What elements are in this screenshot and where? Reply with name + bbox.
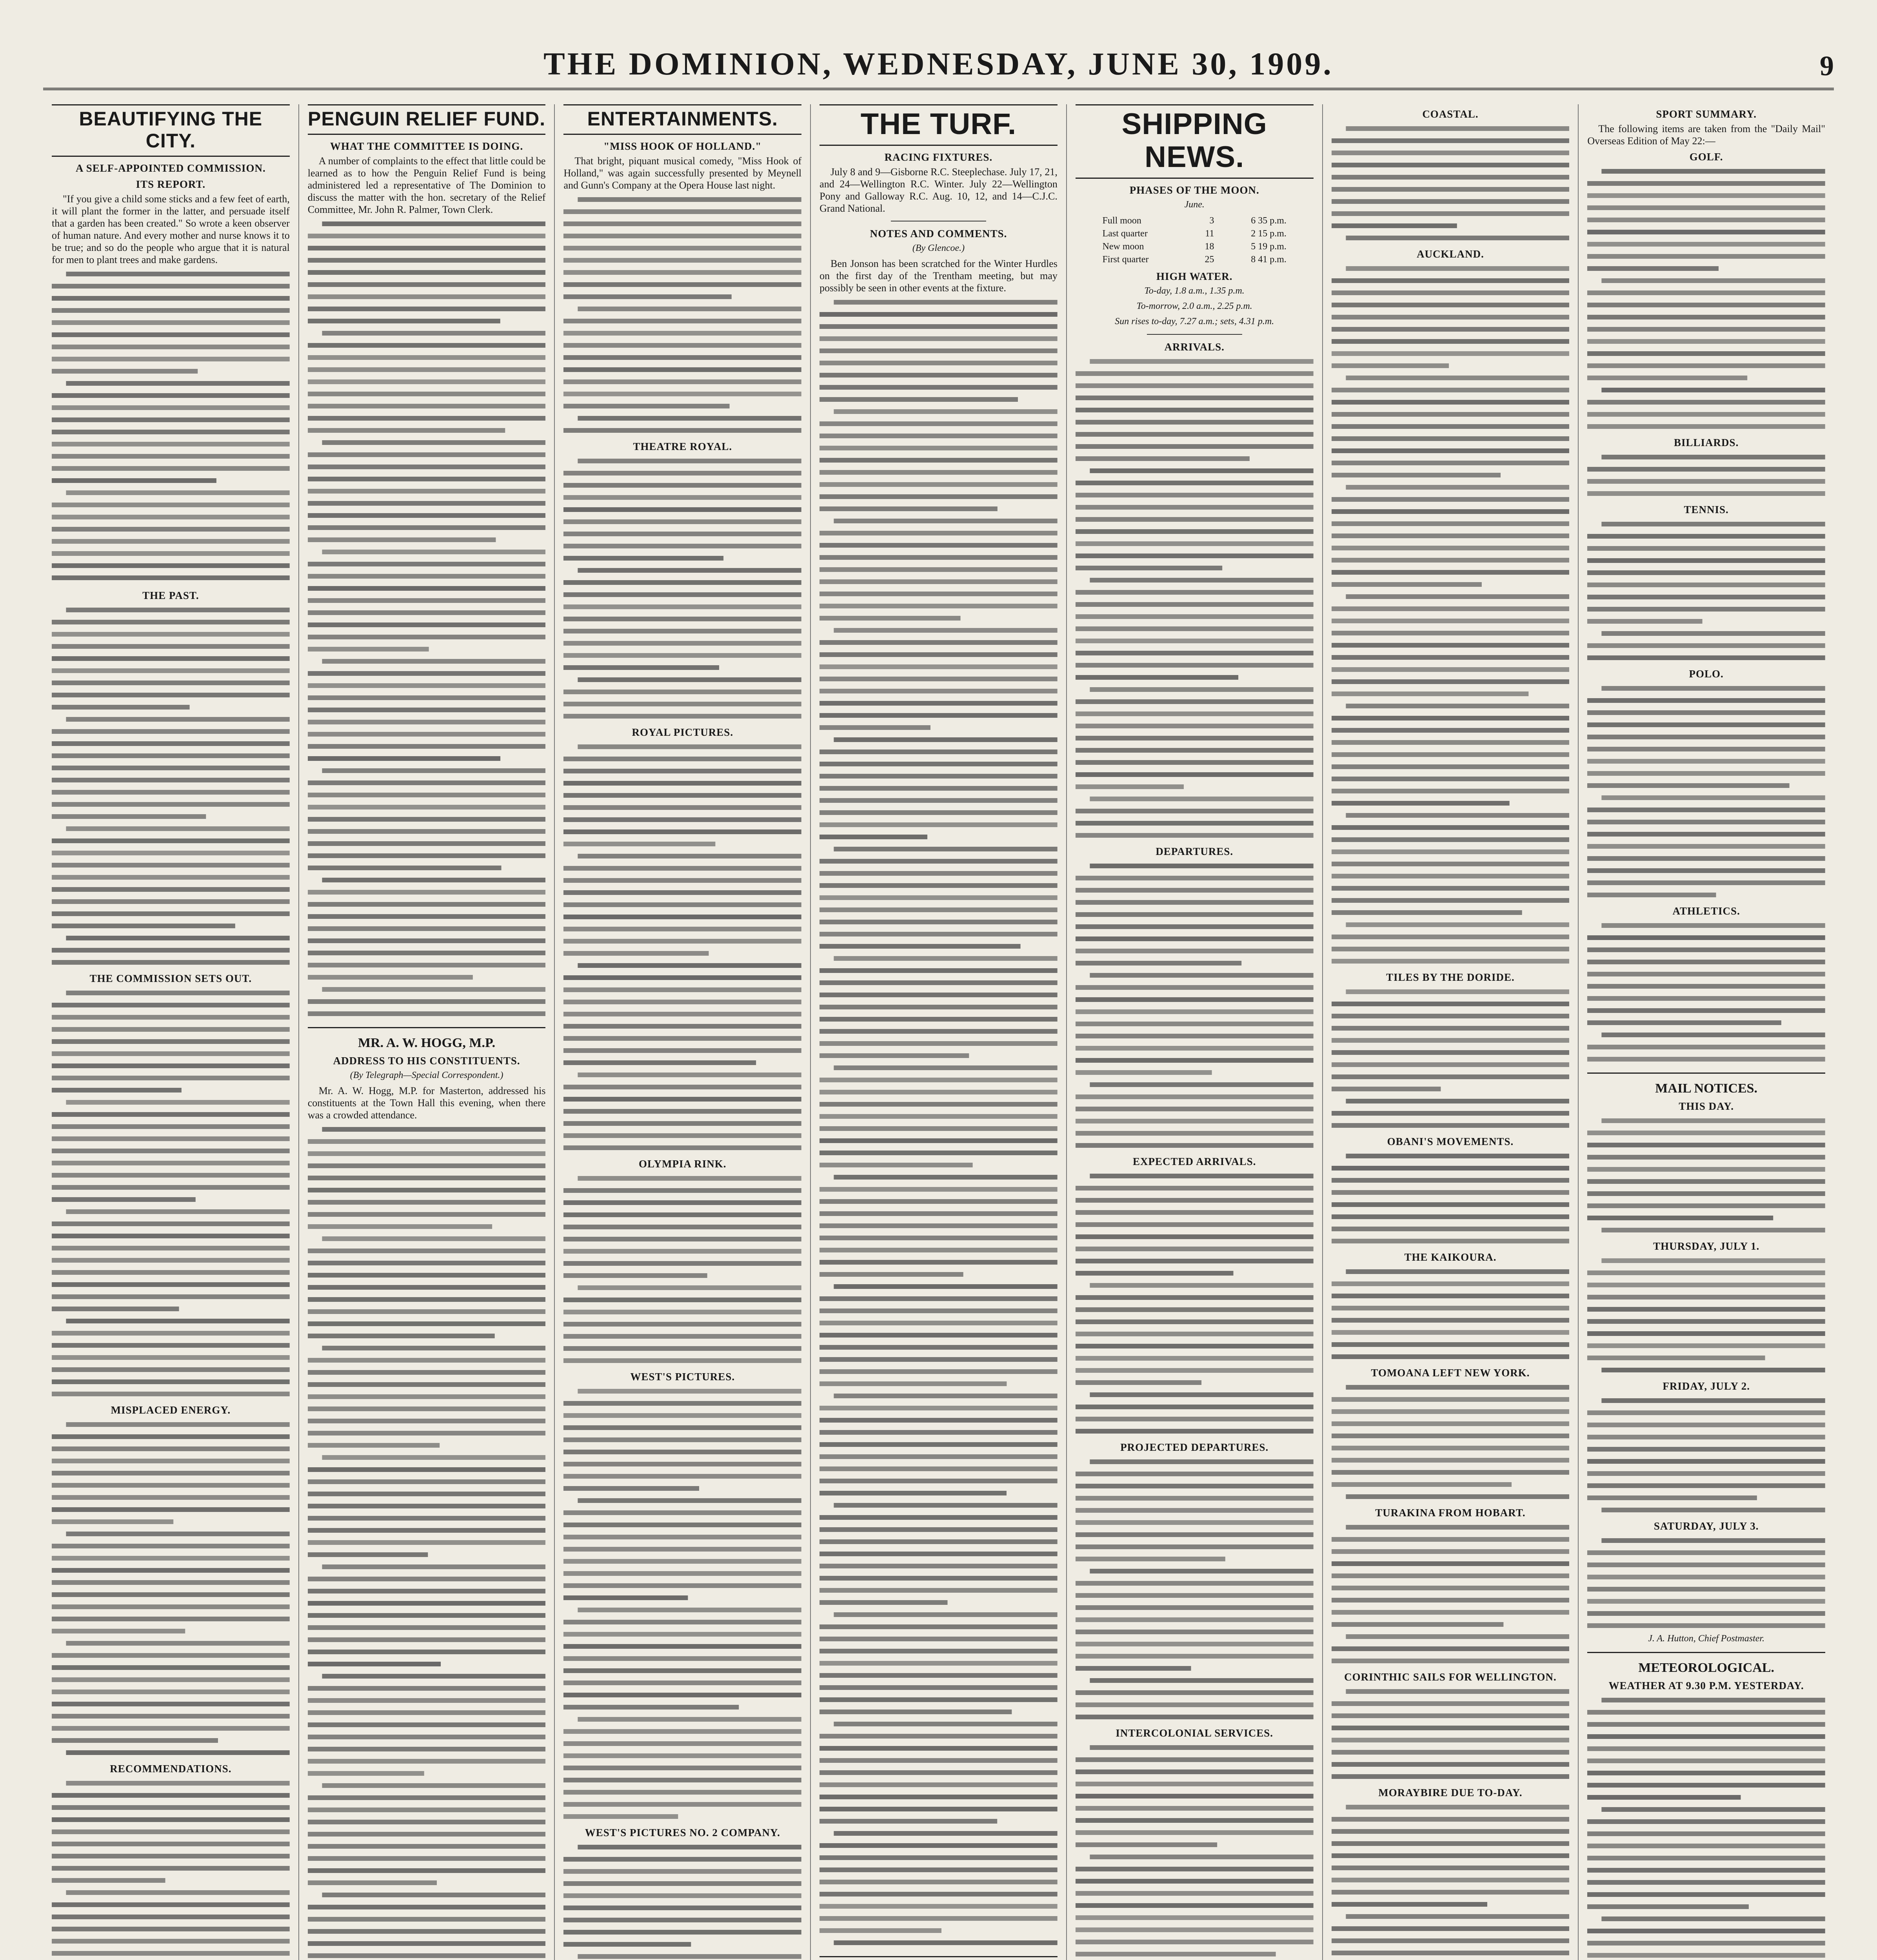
subheading: AUCKLAND. (1417, 248, 1484, 260)
subheading: THIS DAY. (1679, 1100, 1734, 1112)
text-lines (308, 1123, 546, 1960)
subheading: RACING FIXTURES. (884, 151, 993, 163)
subheading: OBANI'S MOVEMENTS. (1387, 1136, 1514, 1147)
moon-phase-cell: New moon (1102, 241, 1144, 252)
subheading: INTERCOLONIAL SERVICES. (1116, 1727, 1274, 1739)
text-lines (1587, 451, 1825, 500)
subheading: "MISS HOOK OF HOLLAND." (603, 140, 762, 152)
text-lines (52, 1419, 290, 1759)
moon-phase-cell: 18 (1205, 241, 1214, 252)
subheading: DEPARTURES. (1156, 846, 1234, 857)
text-lines (1076, 356, 1314, 842)
text-lines (1587, 1694, 1825, 1960)
tide-today: To-day, 1.8 a.m., 1.35 p.m. (1144, 286, 1245, 296)
section-heading: TENNIS. (1684, 504, 1729, 515)
column-1 (43, 104, 299, 1960)
section-heading: THE COMMISSION SETS OUT. (89, 973, 252, 984)
page-number: 9 (1820, 50, 1834, 82)
column-7 (1579, 104, 1834, 1960)
moon-phase-cell: 3 (1209, 216, 1214, 226)
moon-phase-cell: 25 (1205, 254, 1214, 265)
article-heading: MR. A. W. HOGG, M.P. (358, 1036, 496, 1050)
text-lines (1332, 1381, 1570, 1503)
subheading: EXPECTED ARRIVALS. (1132, 1156, 1256, 1167)
text-lines (52, 1777, 290, 1960)
subheading: WEATHER AT 9.30 P.M. YESTERDAY. (1608, 1680, 1804, 1691)
postmaster-signature: J. A. Hutton, Chief Postmaster. (1648, 1633, 1765, 1644)
text-lines (1332, 1686, 1570, 1783)
article-heading: METEOROLOGICAL. (1638, 1661, 1774, 1675)
subheading: OLYMPIA RINK. (639, 1158, 727, 1170)
tide-tomorrow: To-morrow, 2.0 a.m., 2.25 p.m. (1136, 301, 1252, 311)
article-paragraph: Mr. A. W. Hogg, M.P. for Masterton, addressed his constituents at the Town Hall this evening, when there was a crowded attendance. (307, 1085, 546, 1121)
text-lines (1332, 1266, 1570, 1363)
subheading: HIGH WATER. (1156, 270, 1233, 282)
text-lines (1076, 1456, 1314, 1723)
subheading: A SELF-APPOINTED COMMISSION. (75, 162, 266, 174)
divider (1587, 1073, 1825, 1074)
column-heading: BEAUTIFYING THE CITY. (52, 104, 290, 157)
text-lines (819, 296, 1058, 1949)
subheading: CORINTHIC SAILS FOR WELLINGTON. (1344, 1671, 1557, 1683)
subheading: THURSDAY, JULY 1. (1653, 1240, 1760, 1252)
moon-phase-cell: 2 15 p.m. (1251, 229, 1286, 239)
subheading: COASTAL. (1422, 108, 1479, 120)
column-2 (299, 104, 555, 1960)
moon-phase-row (1100, 215, 1289, 227)
text-lines (563, 1385, 801, 1823)
article-paragraph: "If you give a child some sticks and a few feet of earth, it will plant the former in the latter, and persuade itself that a garden has been created." So wrote a keen observer of human nature. And every mother and nurse knows it to be true; and so do the people who argue that it is natural for men to plant trees and make gardens. (52, 193, 290, 265)
moon-phase-cell: 8 41 p.m. (1251, 254, 1286, 265)
section-heading: BILLIARDS. (1674, 437, 1739, 448)
text-lines (1332, 1150, 1570, 1247)
text-lines (308, 218, 546, 1020)
text-lines (563, 194, 801, 437)
article-paragraph: That bright, piquant musical comedy, "Miss Hook of Holland," was again successfully presented by Meynell and Gunn's Company at the Opera House last night. (563, 155, 802, 191)
text-lines (52, 604, 290, 969)
text-lines (1587, 1395, 1825, 1516)
byline: (By Telegraph—Special Correspondent.) (350, 1070, 503, 1080)
moon-phase-row (1100, 241, 1289, 253)
subheading: WHAT THE COMMITTEE IS DOING. (330, 140, 523, 152)
moon-phase-table (1099, 214, 1290, 267)
moon-phase-cell: 11 (1205, 229, 1214, 239)
subheading: ARRIVALS. (1164, 341, 1225, 353)
text-lines (1587, 1255, 1825, 1376)
column-heading: THE TURF. (819, 104, 1058, 146)
column-heading: SHIPPING NEWS. (1076, 104, 1314, 179)
section-heading: ATHLETICS. (1672, 905, 1740, 917)
text-lines (1332, 986, 1570, 1132)
subheading: TURAKINA FROM HOBART. (1375, 1507, 1526, 1519)
sun-times: Sun rises to-day, 7.27 a.m.; sets, 4.31 p.m. (1115, 316, 1274, 327)
text-lines (1332, 263, 1570, 967)
subheading: MORAYBIRE DUE TO-DAY. (1378, 1787, 1523, 1798)
column-heading: PENGUIN RELIEF FUND. (308, 104, 546, 135)
moon-phase-cell: First quarter (1102, 254, 1149, 265)
section-heading: GOLF. (1689, 151, 1723, 163)
text-lines (563, 455, 801, 722)
subheading: WEST'S PICTURES NO. 2 COMPANY. (585, 1827, 780, 1838)
divider (819, 1956, 1058, 1957)
text-lines (563, 741, 801, 1154)
text-lines (1332, 1801, 1570, 1960)
section-heading: POLO. (1689, 668, 1724, 680)
divider (1147, 334, 1242, 335)
article-paragraph: A number of complaints to the effect that little could be learned as to how the Penguin Relief Fund is being administered led a representative of The Dominion to discuss the matter with the hon. secretary of the Relief Committee, Mr. John R. Palmer, Town Clerk. (307, 155, 546, 215)
article-paragraph: The following items are taken from the "Daily Mail" Overseas Edition of May 22:— (1587, 123, 1826, 147)
moon-phase-row (1100, 228, 1289, 240)
subheading: SATURDAY, JULY 3. (1654, 1520, 1759, 1532)
columns (43, 104, 1834, 1960)
text-lines (1587, 920, 1825, 1065)
text-lines (1587, 1535, 1825, 1632)
subheading: ITS REPORT. (136, 178, 206, 190)
column-4 (811, 104, 1067, 1960)
divider (1587, 1652, 1825, 1653)
subheading: FRIDAY, JULY 2. (1663, 1380, 1750, 1392)
text-lines (1332, 1521, 1570, 1667)
column-heading: ENTERTAINMENTS. (563, 104, 801, 135)
column-heading: SPORT SUMMARY. (1656, 108, 1757, 120)
subheading: THEATRE ROYAL. (633, 441, 732, 452)
subheading: ROYAL PICTURES. (632, 726, 734, 738)
moon-month: June. (1184, 200, 1205, 210)
racing-fixtures: July 8 and 9—Gisborne R.C. Steeplechase. July 17, 21, and 24—Wellington R.C. Winter. July 22—Wellington Pony and Galloway R.C. Aug. 10, 12, and 14—C.J.C. Grand National. (819, 166, 1058, 214)
subheading: PHASES OF THE MOON. (1129, 184, 1259, 196)
section-heading: THE PAST. (142, 590, 199, 601)
moon-phase-cell: Full moon (1102, 216, 1141, 226)
text-lines (1587, 682, 1825, 901)
moon-phase-row (1100, 254, 1289, 266)
text-lines (1076, 1742, 1314, 1960)
column-3 (555, 104, 811, 1960)
masthead (43, 47, 1834, 90)
text-lines (1587, 165, 1825, 433)
article-paragraph: Ben Jonson has been scratched for the Winter Hurdles on the first day of the Trentham meeting, but may possibly be seen in other events at the fixture. (819, 258, 1058, 294)
moon-phase-cell: 6 35 p.m. (1251, 216, 1286, 226)
moon-phase-cell: 5 19 p.m. (1251, 241, 1286, 252)
section-heading: RECOMMENDATIONS. (110, 1763, 232, 1775)
text-lines (563, 1841, 801, 1960)
text-lines (1332, 123, 1570, 244)
divider (308, 1027, 546, 1028)
text-lines (1587, 518, 1825, 664)
column-6 (1323, 104, 1579, 1960)
subheading: THE KAIKOURA. (1404, 1251, 1497, 1263)
text-lines (1076, 1170, 1314, 1437)
text-lines (1587, 1115, 1825, 1236)
text-lines (52, 987, 290, 1400)
subheading: TILES BY THE DORIDE. (1386, 971, 1515, 983)
text-lines (563, 1172, 801, 1367)
moon-phase-cell: Last quarter (1102, 229, 1148, 239)
column-5 (1067, 104, 1323, 1960)
subheading: WEST'S PICTURES. (630, 1371, 735, 1383)
text-lines (1076, 860, 1314, 1152)
subheading: ADDRESS TO HIS CONSTITUENTS. (333, 1055, 520, 1067)
article-heading: MAIL NOTICES. (1655, 1081, 1758, 1096)
byline: (By Glencoe.) (912, 243, 965, 253)
subheading: PROJECTED DEPARTURES. (1120, 1441, 1269, 1453)
subheading: NOTES AND COMMENTS. (870, 228, 1007, 240)
subheading: TOMOANA LEFT NEW YORK. (1371, 1367, 1530, 1379)
masthead-title: THE DOMINION, WEDNESDAY, JUNE 30, 1909. (543, 46, 1334, 82)
section-heading: MISPLACED ENERGY. (111, 1404, 231, 1416)
text-lines (52, 268, 290, 586)
